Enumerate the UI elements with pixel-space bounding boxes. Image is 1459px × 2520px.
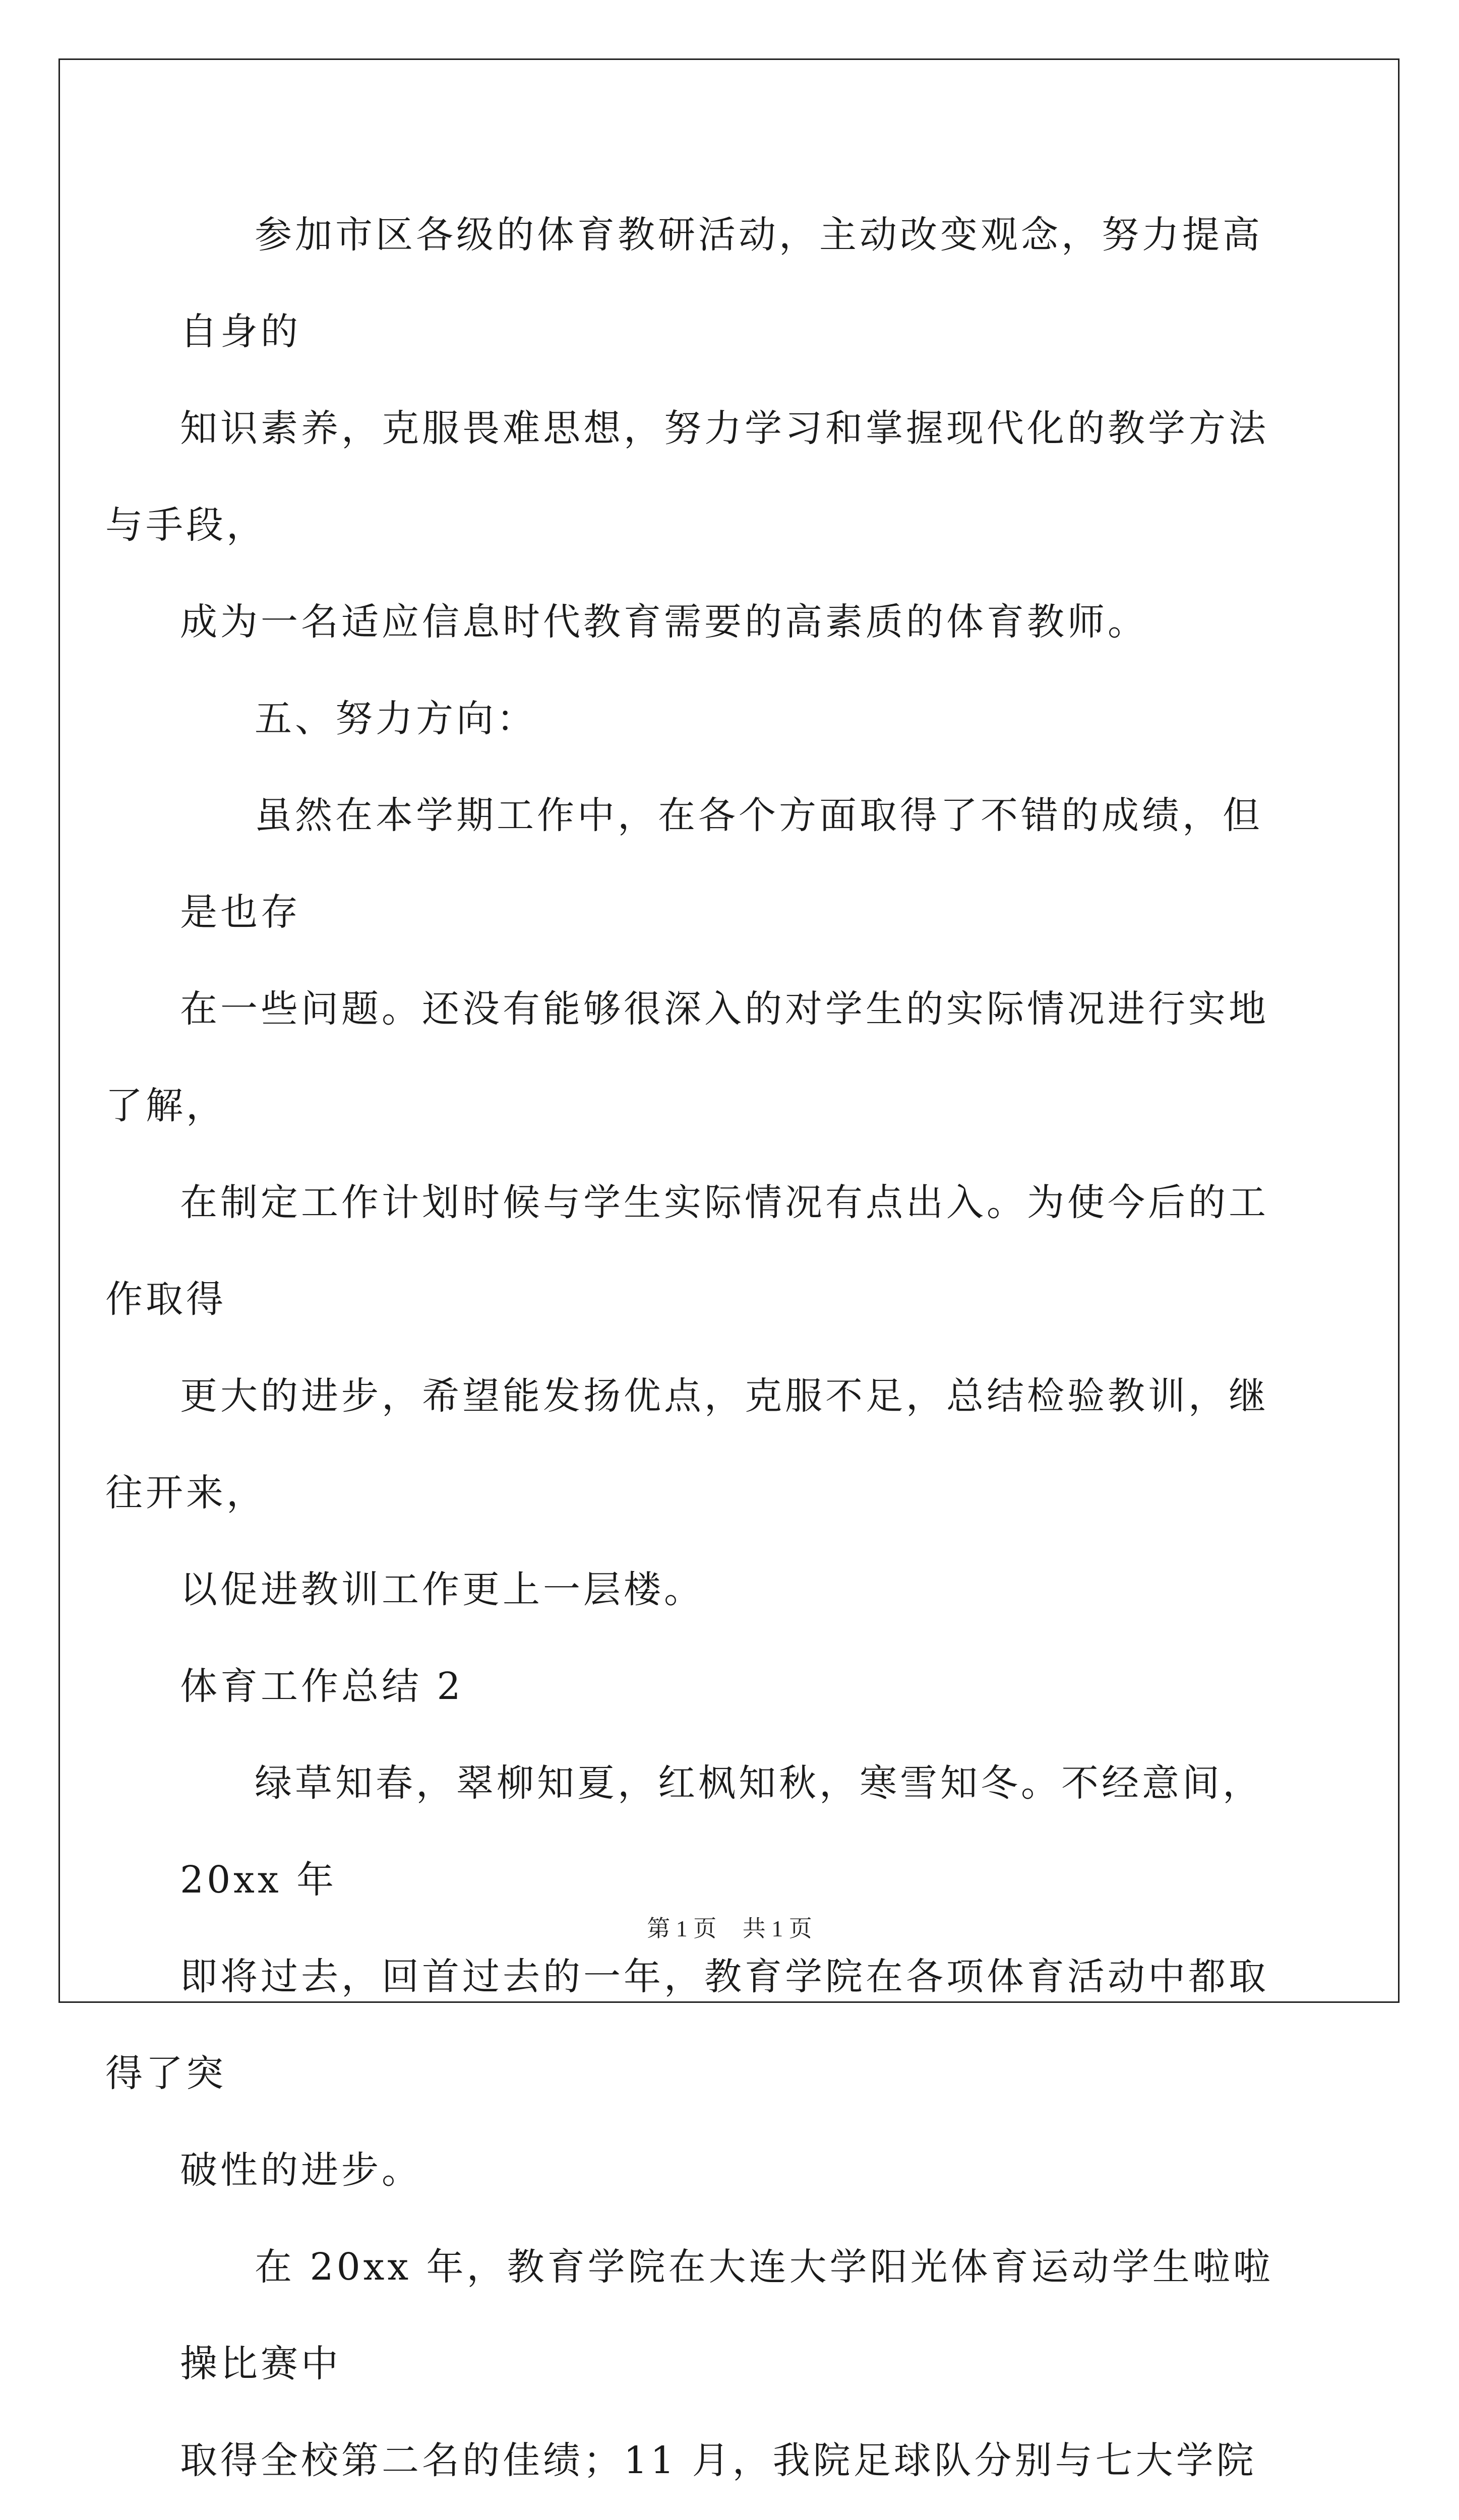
text-line: 参加市区各级的体育教研活动，主动改变观念，努力提高自身的 <box>180 213 1263 353</box>
text-line: 更大的进步，希望能发扬优点，克服不足，总结检验教训，继往开来， <box>105 1374 1269 1515</box>
text-line: 即将过去，回首过去的一年，教育学院在各项体育活动中都取得了突 <box>105 1955 1269 2095</box>
text-line: 在 20xx 年，教育学院在大连大学阳光体育运动学生啦啦操比赛中 <box>180 2245 1273 2385</box>
paragraph <box>105 1735 1289 2219</box>
document-title <box>180 1638 1289 1735</box>
page-number: 第 1 页 <box>647 1916 717 1941</box>
document-body <box>105 186 1289 2520</box>
text-line: 绿草知春，翠柳知夏，红枫知秋，寒雪知冬。不经意间，20xx 年 <box>180 1761 1263 1902</box>
paragraph <box>180 2219 1289 2520</box>
text-line: 五、努力方向： <box>255 697 537 740</box>
text-line: 在制定工作计划时候与学生实际情况有点出入。为使今后的工作取得 <box>105 1181 1269 1321</box>
section-heading <box>180 670 1289 767</box>
text-line: 取得全校第二名的佳绩；11 月，我院足球队分别与七大学院 <box>180 2439 1257 2482</box>
text-line: 破性的进步。 <box>180 2149 422 2192</box>
text-line: 体育工作总结 2 <box>180 1665 464 1708</box>
text-line: 在一些问题。还没有能够很深入的对学生的实际情况进行实地了解， <box>105 987 1269 1127</box>
page-total: 共 1 页 <box>742 1916 812 1941</box>
paragraph <box>105 186 1289 670</box>
text-line: 以促进教训工作更上一层楼。 <box>180 1568 704 1611</box>
text-line: 知识素养，克服畏难思想，努力学习和掌握现代化的教学方法与手段， <box>105 407 1269 547</box>
text-line: 成为一名适应信息时代教育需要的高素质的体育教师。 <box>180 600 1148 644</box>
paragraph <box>105 767 1289 1638</box>
page-footer <box>0 1910 1459 1943</box>
text-line: 虽然在本学期工作中，在各个方面取得了不错的成绩，但是也存 <box>180 794 1263 934</box>
